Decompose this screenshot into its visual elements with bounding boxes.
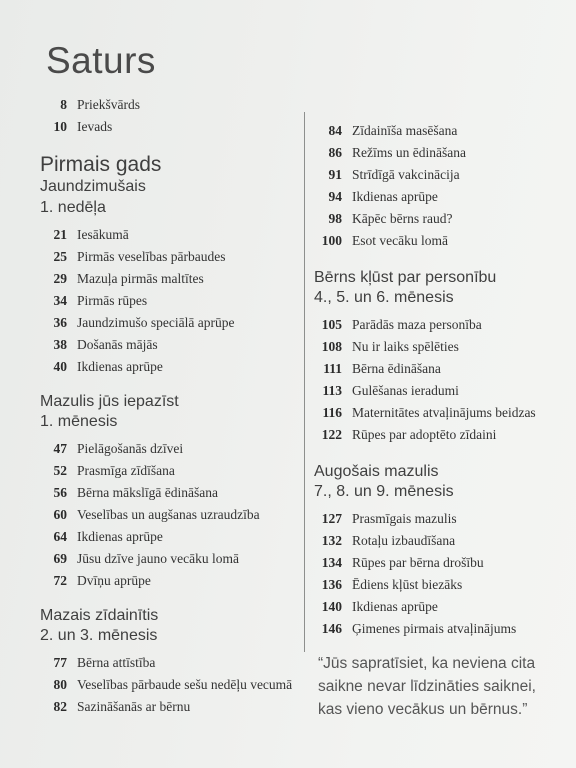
toc-entry bbox=[40, 652, 302, 674]
entry-label: Zīdainīša masēšana bbox=[352, 123, 458, 138]
toc-entry bbox=[40, 312, 302, 334]
toc-entry bbox=[314, 120, 568, 142]
page-number: 60 bbox=[53, 507, 67, 522]
entry-label: Gulēšanas ieradumi bbox=[352, 383, 459, 398]
toc-entry bbox=[40, 570, 302, 592]
entry-label: Nu ir laiks spēlēties bbox=[352, 339, 459, 354]
entry-label: Veselības un augšanas uzraudzība bbox=[77, 507, 260, 522]
section-period: 4., 5. un 6. mēnesis bbox=[314, 289, 454, 306]
section-heading bbox=[40, 606, 302, 646]
toc-entry bbox=[314, 574, 568, 596]
entry-label: Mazuļa pirmās maltītes bbox=[77, 271, 204, 286]
entry-label: Ievads bbox=[77, 119, 113, 134]
toc-entry bbox=[314, 230, 568, 252]
entry-label: Prasmīga zīdīšana bbox=[77, 463, 175, 478]
toc-entry bbox=[314, 530, 568, 552]
continued-list bbox=[314, 120, 568, 252]
page-number: 36 bbox=[53, 315, 67, 330]
page-number: 116 bbox=[322, 405, 342, 420]
entry-label: Veselības pārbaude sešu nedēļu vecumā bbox=[77, 677, 293, 692]
page-number: 146 bbox=[321, 621, 342, 636]
entry-label: Rotaļu izbaudīšana bbox=[352, 533, 456, 548]
toc-entry bbox=[314, 424, 568, 446]
toc-entry bbox=[314, 314, 568, 336]
section-heading bbox=[40, 392, 302, 432]
page-number: 77 bbox=[53, 655, 67, 670]
entry-label: Ikdienas aprūpe bbox=[352, 189, 438, 204]
page-number: 122 bbox=[321, 427, 342, 442]
section-title: Pirmais gads bbox=[40, 153, 162, 176]
toc-entry bbox=[40, 290, 302, 312]
entry-label: Sazināšanās ar bērnu bbox=[77, 699, 191, 714]
page-number: 98 bbox=[328, 211, 342, 226]
column-divider bbox=[304, 112, 305, 652]
toc-entry bbox=[314, 508, 568, 530]
entry-label: Prasmīgais mazulis bbox=[352, 511, 457, 526]
page-number: 47 bbox=[53, 441, 67, 456]
section-months-7-9 bbox=[314, 462, 568, 640]
page-number: 134 bbox=[321, 555, 342, 570]
toc-entry bbox=[40, 674, 302, 696]
page-number: 64 bbox=[53, 529, 67, 544]
page-number: 34 bbox=[53, 293, 67, 308]
toc-entry bbox=[40, 696, 302, 718]
toc-entry bbox=[40, 356, 302, 378]
entry-label: Pielāgošanās dzīvei bbox=[77, 441, 184, 456]
entry-label: Iesākumā bbox=[77, 227, 129, 242]
toc-entry bbox=[314, 552, 568, 574]
entry-label: Ikdienas aprūpe bbox=[77, 529, 163, 544]
page-number: 127 bbox=[321, 511, 342, 526]
toc-entry bbox=[40, 548, 302, 570]
section-first-year bbox=[40, 152, 302, 378]
entry-label: Rūpes par bērna drošību bbox=[352, 555, 484, 570]
toc-entry bbox=[314, 380, 568, 402]
entry-label: Ģimenes pirmais atvaļinājums bbox=[352, 621, 517, 636]
quote-line: “Jūs sapratīsiet, ka neviena cita bbox=[318, 655, 536, 672]
page-number: 38 bbox=[53, 337, 67, 352]
left-column bbox=[40, 94, 302, 718]
entry-label: Ikdienas aprūpe bbox=[77, 359, 163, 374]
page-number: 25 bbox=[53, 249, 67, 264]
section-subtitle: Jaundzimušais bbox=[40, 178, 146, 195]
toc-entry bbox=[314, 596, 568, 618]
page-number: 136 bbox=[321, 577, 342, 592]
section-title: Mazulis jūs iepazīst bbox=[40, 393, 179, 410]
entry-label: Pirmās rūpes bbox=[77, 293, 148, 308]
section-period: 1. nedēļa bbox=[40, 199, 106, 216]
section-heading bbox=[314, 268, 568, 308]
page-number: 132 bbox=[321, 533, 342, 548]
toc-entry bbox=[40, 482, 302, 504]
section-title: Mazais zīdainītis bbox=[40, 607, 159, 624]
toc-entry bbox=[314, 358, 568, 380]
section-period: 7., 8. un 9. mēnesis bbox=[314, 483, 454, 500]
right-column bbox=[314, 120, 568, 640]
intro-list bbox=[40, 94, 302, 138]
toc-entry bbox=[314, 618, 568, 640]
entry-label: Bērna mākslīgā ēdināšana bbox=[77, 485, 218, 500]
entry-label: Priekšvārds bbox=[77, 97, 140, 112]
section-months-2-3 bbox=[40, 606, 302, 718]
entry-label: Dvīņu aprūpe bbox=[77, 573, 151, 588]
entry-label: Ikdienas aprūpe bbox=[352, 599, 438, 614]
entry-label: Esot vecāku lomā bbox=[352, 233, 448, 248]
toc-entry bbox=[314, 164, 568, 186]
toc-entry bbox=[40, 460, 302, 482]
section-period: 2. un 3. mēnesis bbox=[40, 627, 158, 644]
page-number: 72 bbox=[53, 573, 67, 588]
toc-entry bbox=[40, 438, 302, 460]
quote-line: kas vieno vecākus un bērnus.” bbox=[318, 701, 528, 718]
entry-label: Strīdīgā vakcinācija bbox=[352, 167, 460, 182]
toc-entry bbox=[40, 116, 302, 138]
page-number: 29 bbox=[53, 271, 67, 286]
entry-label: Kāpēc bērns raud? bbox=[352, 211, 453, 226]
toc-entry bbox=[40, 246, 302, 268]
page-number: 111 bbox=[323, 361, 342, 376]
page-number: 8 bbox=[60, 97, 67, 112]
entry-label: Došanās mājās bbox=[77, 337, 158, 352]
page-number: 113 bbox=[322, 383, 342, 398]
page-number: 21 bbox=[53, 227, 67, 242]
section-heading bbox=[314, 462, 568, 502]
page-number: 94 bbox=[328, 189, 342, 204]
toc-entry bbox=[40, 504, 302, 526]
page-number: 140 bbox=[321, 599, 342, 614]
section-title: Augošais mazulis bbox=[314, 463, 439, 480]
entry-label: Maternitātes atvaļinājums beidzas bbox=[352, 405, 536, 420]
section-months-4-6 bbox=[314, 268, 568, 446]
toc-entry bbox=[314, 208, 568, 230]
entry-label: Režīms un ēdināšana bbox=[352, 145, 466, 160]
entry-label: Ēdiens kļūst biezāks bbox=[352, 577, 463, 592]
entry-label: Rūpes par adoptēto zīdaini bbox=[352, 427, 497, 442]
entry-label: Pirmās veselības pārbaudes bbox=[77, 249, 226, 264]
page-number: 108 bbox=[321, 339, 342, 354]
page-number: 105 bbox=[321, 317, 342, 332]
quote-line: saikne nevar līdzināties saiknei, bbox=[318, 678, 536, 695]
section-period: 1. mēnesis bbox=[40, 413, 118, 430]
page-number: 40 bbox=[53, 359, 67, 374]
page-number: 84 bbox=[328, 123, 342, 138]
toc-entry bbox=[314, 142, 568, 164]
toc-entry bbox=[314, 186, 568, 208]
page-number: 91 bbox=[328, 167, 342, 182]
section-month-1 bbox=[40, 392, 302, 592]
toc-entry bbox=[40, 526, 302, 548]
page-number: 56 bbox=[53, 485, 67, 500]
toc-entry bbox=[314, 402, 568, 424]
pull-quote bbox=[318, 652, 568, 721]
section-title: Bērns kļūst par personību bbox=[314, 269, 497, 286]
page-number: 52 bbox=[53, 463, 67, 478]
page-number: 100 bbox=[321, 233, 342, 248]
toc-entry bbox=[40, 94, 302, 116]
entry-label: Jūsu dzīve jauno vecāku lomā bbox=[77, 551, 239, 566]
page-number: 69 bbox=[53, 551, 67, 566]
toc-entry bbox=[314, 336, 568, 358]
page-number: 82 bbox=[53, 699, 67, 714]
toc-entry bbox=[40, 268, 302, 290]
toc-entry bbox=[40, 224, 302, 246]
toc-entry bbox=[40, 334, 302, 356]
page-title: Saturs bbox=[46, 40, 156, 81]
entry-label: Bērna ēdināšana bbox=[352, 361, 441, 376]
entry-label: Jaundzimušo speciālā aprūpe bbox=[77, 315, 235, 330]
page-number: 80 bbox=[53, 677, 67, 692]
page-number: 86 bbox=[328, 145, 342, 160]
section-heading bbox=[40, 152, 302, 218]
entry-label: Parādās maza personība bbox=[352, 317, 482, 332]
entry-label: Bērna attīstība bbox=[77, 655, 156, 670]
page-number: 10 bbox=[53, 119, 67, 134]
